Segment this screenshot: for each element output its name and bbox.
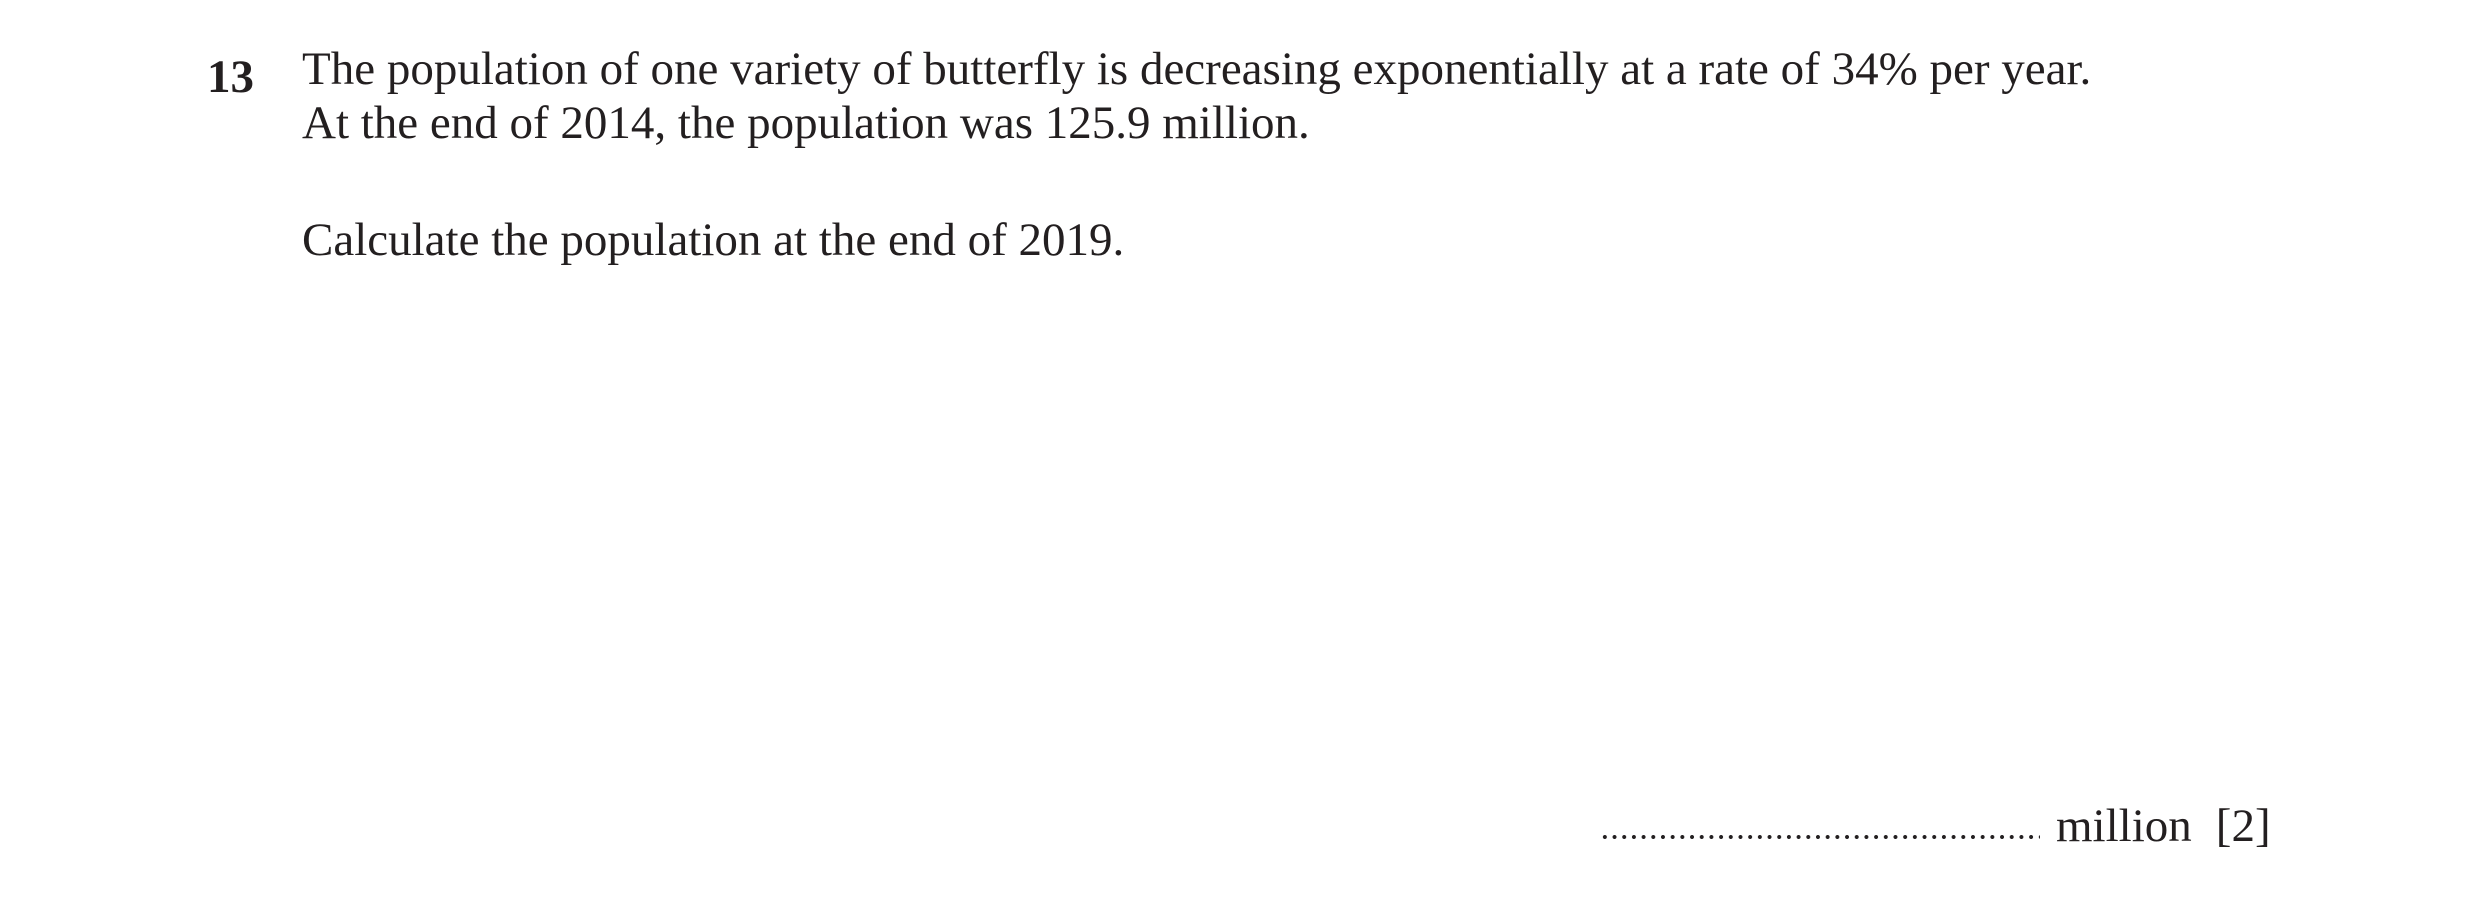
question-instruction: Calculate the population at the end of 2019. [302, 214, 1125, 266]
answer-line [1600, 791, 2271, 861]
question-number: 13 [207, 51, 254, 103]
marks-indicator: [2] [2215, 800, 2271, 852]
answer-space[interactable] [1600, 793, 2040, 841]
stem-line-population: At the end of 2014, the population was 125.9 million. [302, 97, 1310, 149]
stem-line-rate: The population of one variety of butterfly is decreasing exponentially at a rate of 34% per year. [302, 43, 2092, 95]
answer-unit: million [2056, 800, 2192, 852]
question-stem [302, 42, 2091, 150]
